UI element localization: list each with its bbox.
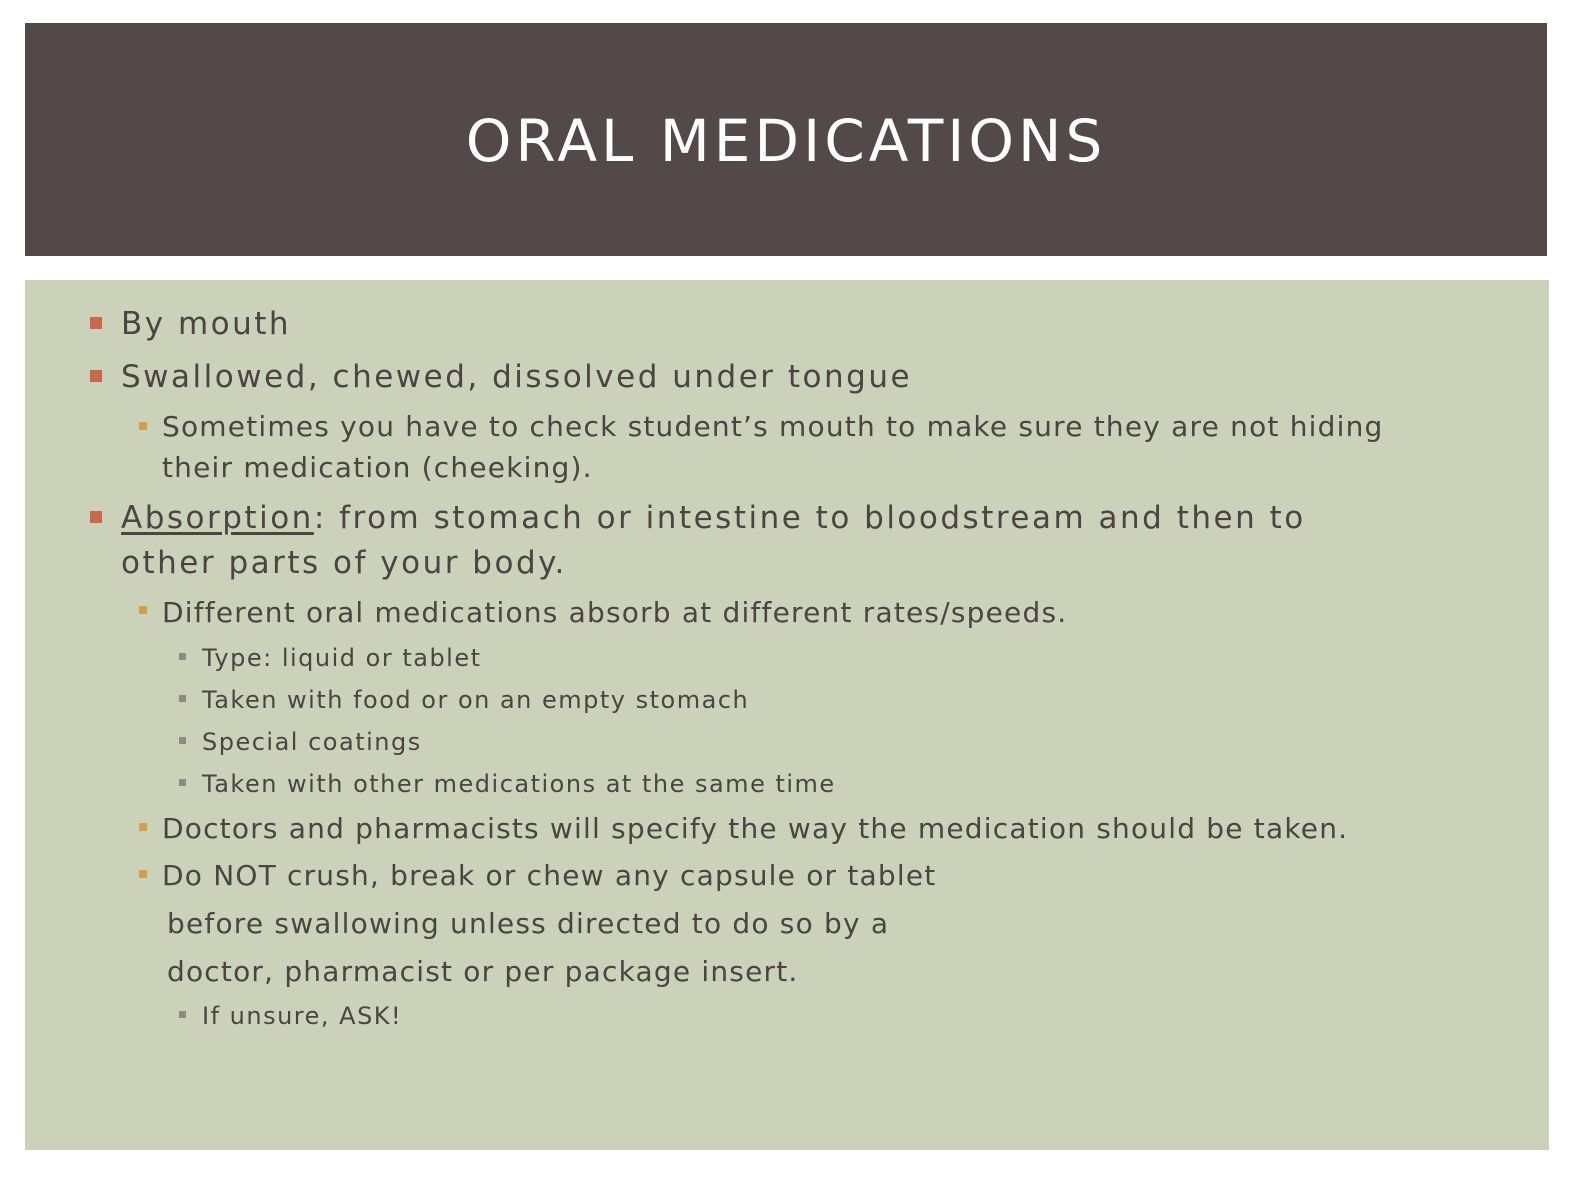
- sub-bullet-doctors: Doctors and pharmacists will specify the way the medication should be taken.: [162, 812, 1349, 845]
- sub-sub-bullet-square-icon: [179, 653, 186, 660]
- sub-sub-bullet-square-icon: [179, 737, 186, 744]
- sub-bullet-check-mouth-line1: Sometimes you have to check student’s mouth to make sure they are not hiding: [162, 410, 1384, 443]
- bullet-square-icon: [90, 370, 102, 382]
- sub-bullet-square-icon: [139, 823, 147, 831]
- bullet-absorption: [121, 500, 1306, 536]
- bullet-swallowed: Swallowed, chewed, dissolved under tongue: [121, 359, 913, 395]
- sub-bullet-check-mouth-line2: their medication (cheeking).: [162, 451, 593, 484]
- sub-sub-bullet-square-icon: [179, 695, 186, 702]
- slide-content: [25, 280, 1549, 1150]
- sub-bullet-absorb-rates: Different oral medications absorb at different rates/speeds.: [162, 596, 1068, 629]
- sub-bullet-square-icon: [139, 606, 147, 614]
- sub-sub-bullet-square-icon: [179, 1011, 186, 1018]
- sub-bullet-square-icon: [139, 870, 147, 878]
- item-other-meds: Taken with other medications at the same time: [202, 770, 836, 798]
- sub-bullet-do-not-crush-line1: Do NOT crush, break or chew any capsule or tablet: [162, 859, 937, 892]
- bullet-by-mouth: By mouth: [121, 306, 292, 342]
- bullet-absorption-line2: other parts of your body.: [121, 545, 567, 581]
- slide-title: ORAL MEDICATIONS: [465, 106, 1107, 175]
- item-if-unsure: If unsure, ASK!: [202, 1002, 403, 1030]
- sub-sub-bullet-square-icon: [179, 779, 186, 786]
- item-type: Type: liquid or tablet: [202, 644, 482, 672]
- absorption-term: Absorption: [121, 500, 314, 536]
- absorption-definition: : from stomach or intestine to bloodstream and then to: [313, 500, 1306, 536]
- item-food: Taken with food or on an empty stomach: [202, 686, 750, 714]
- sub-bullet-do-not-crush-line3: doctor, pharmacist or per package insert.: [167, 955, 799, 988]
- sub-bullet-square-icon: [139, 422, 147, 430]
- bullet-square-icon: [90, 511, 102, 523]
- sub-bullet-do-not-crush-line2: before swallowing unless directed to do so by a: [167, 907, 890, 940]
- bullet-square-icon: [90, 317, 102, 329]
- title-bar: [25, 23, 1547, 256]
- item-coatings: Special coatings: [202, 728, 422, 756]
